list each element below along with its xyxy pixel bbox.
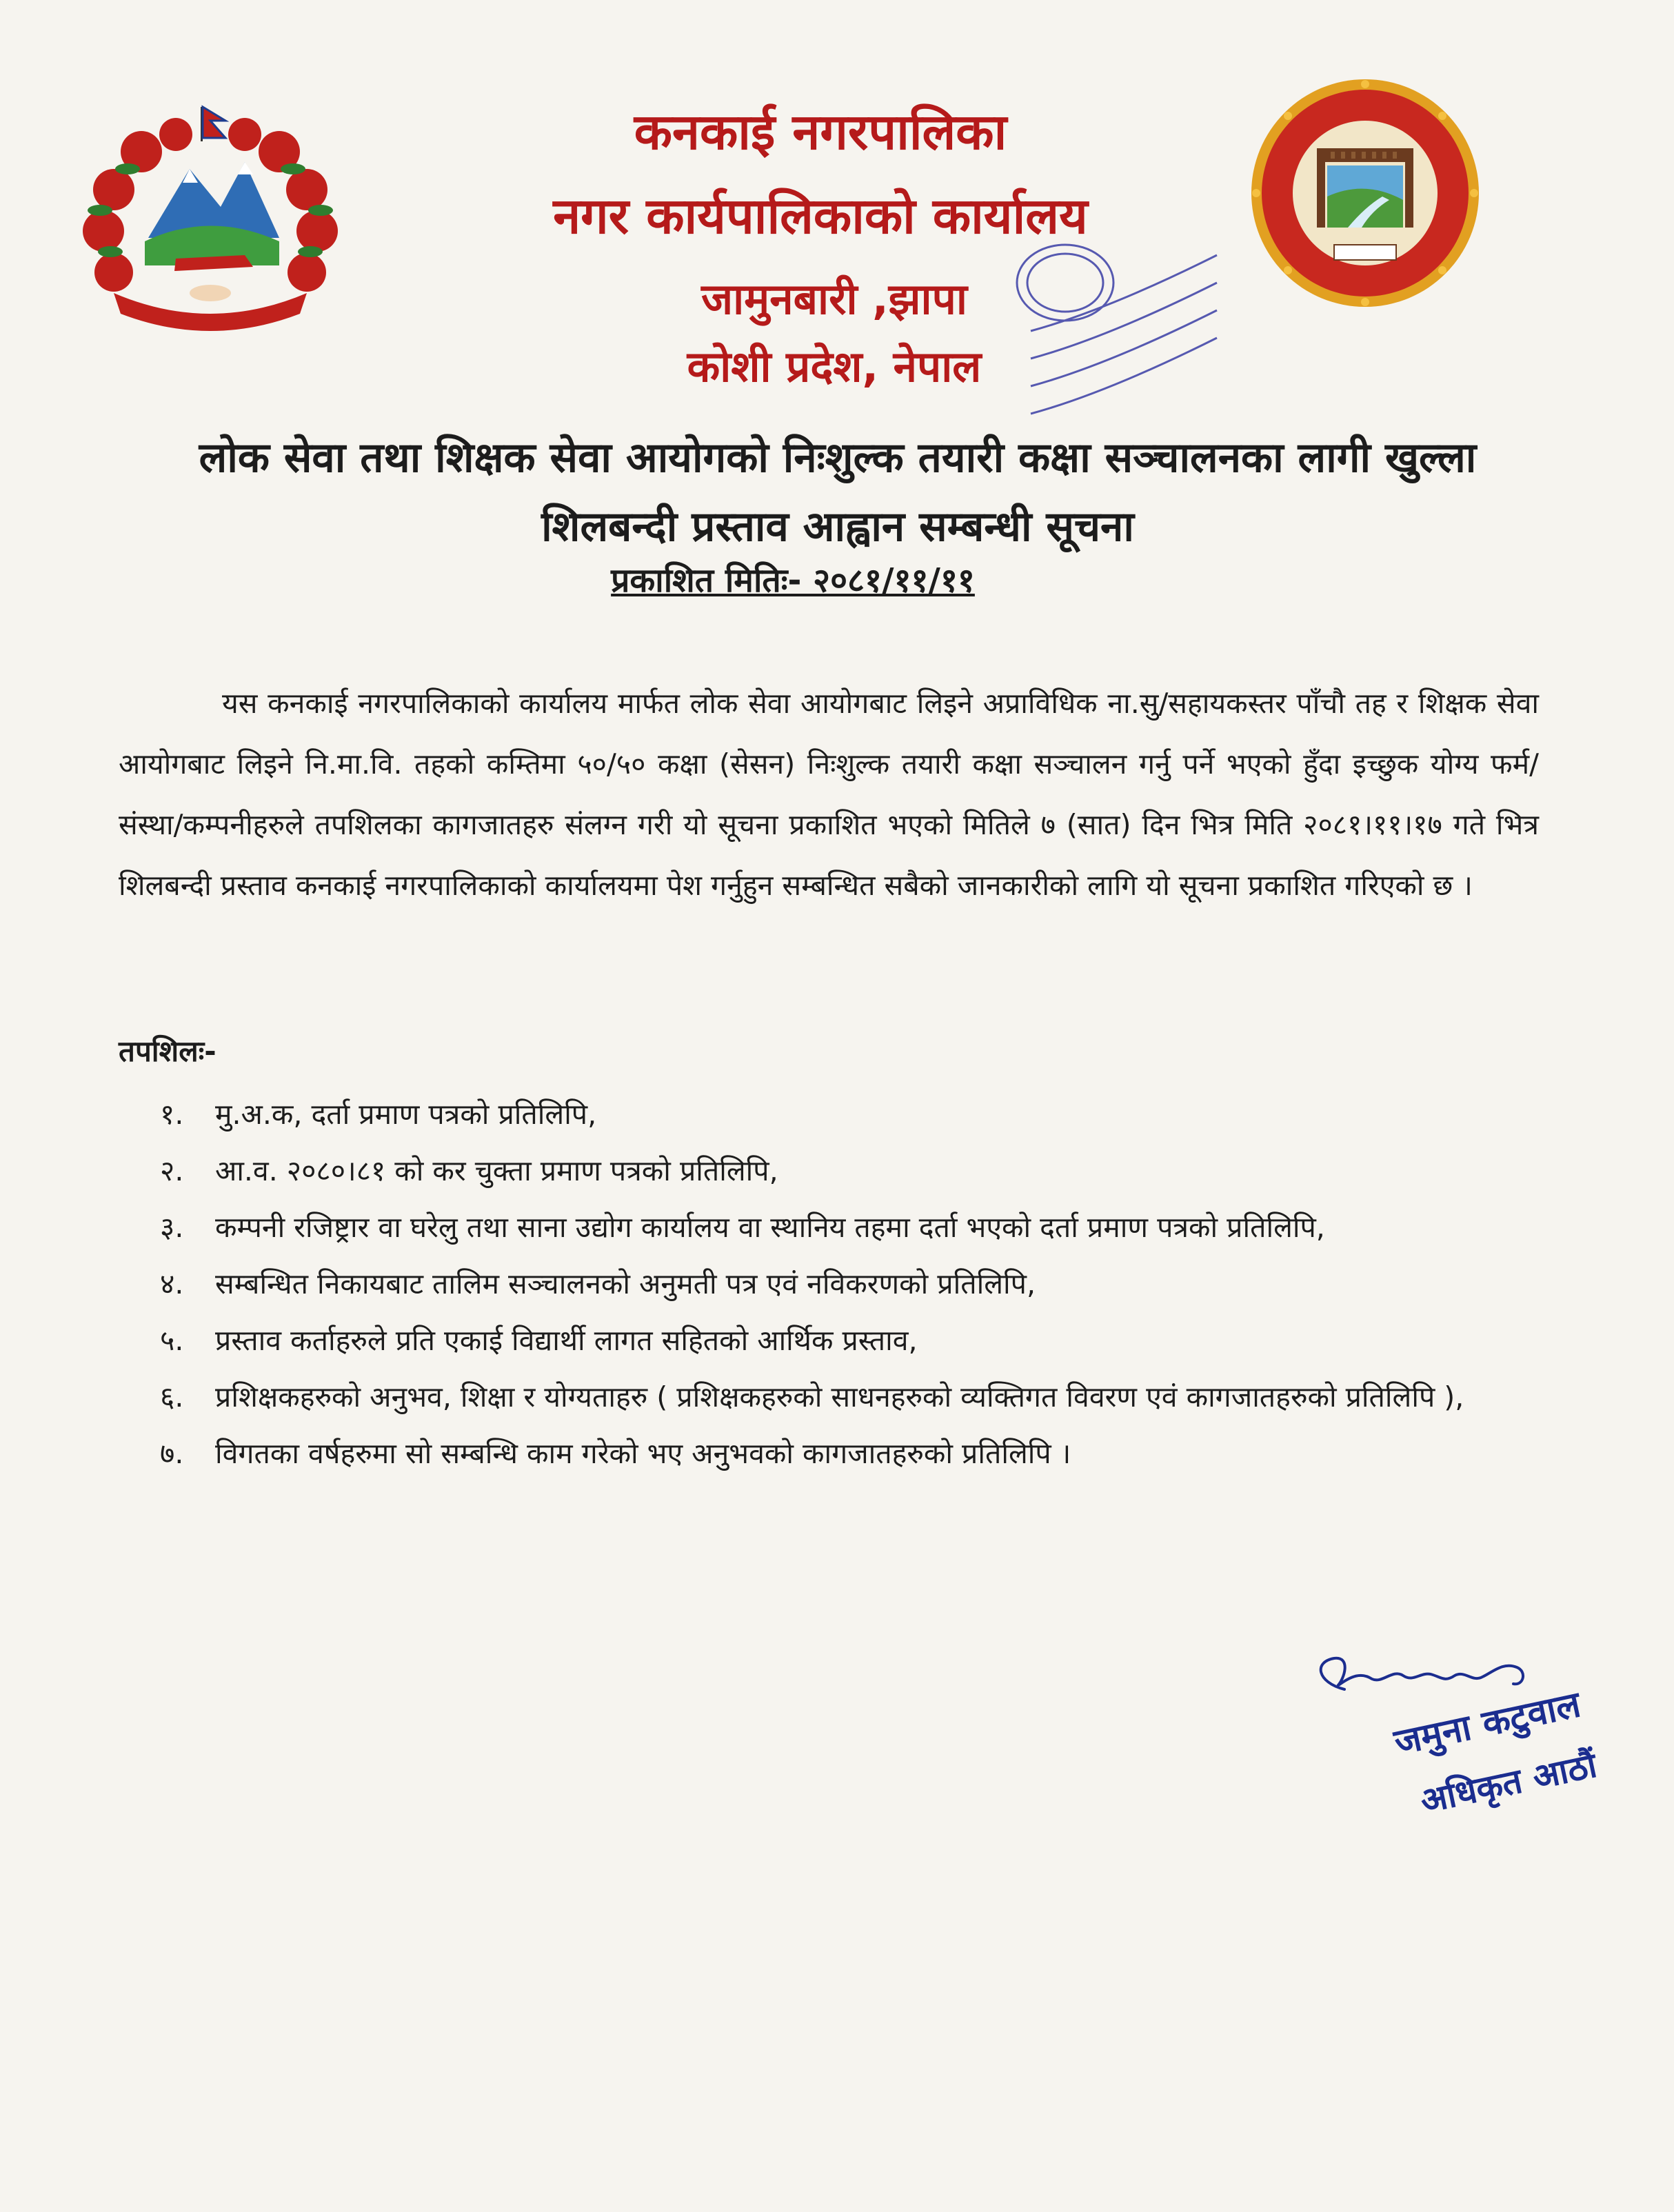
- annex-item-text: प्रस्ताव कर्ताहरुले प्रति एकाई विद्यार्थी लागत सहितको आर्थिक प्रस्ताव,: [215, 1324, 918, 1357]
- annex-item: [160, 1143, 1497, 1199]
- annex-item-number: ७.: [160, 1437, 184, 1470]
- annex-list: [160, 1086, 1497, 1482]
- office-name: नगर कार्यपालिकाको कार्यालय: [553, 187, 1088, 245]
- annex-item: [160, 1369, 1497, 1425]
- annex-item: [160, 1312, 1497, 1369]
- notice-title-line-2: शिलबन्दी प्रस्ताव आह्वान सम्बन्धी सूचना: [541, 503, 1134, 551]
- published-date: प्रकाशित मितिः- २०८१/११/११: [611, 561, 975, 600]
- annex-item-number: ४.: [160, 1267, 184, 1300]
- notice-body: यस कनकाई नगरपालिकाको कार्यालय मार्फत लोक सेवा आयोगबाट लिइने अप्राविधिक ना.सु/सहायकस्तर पाँचौ तह र शिक्षक सेवा आयोगबाट लिइने नि.मा.वि. तहको कम्तिमा ५०/५० कक्षा (सेसन) निःशुल्क तयारी कक्षा सञ्चालन गर्नु पर्ने भएको हुँदा इच्छुक योग्य फर्म/संस्था/कम्पनीहरुले तपशिलका कागजातहरु संलग्न गरी यो सूचना प्रकाशित भएको मितिले ७ (सात) दिन भित्र मिति २०८१।११।१७ गते भित्र शिलबन्दी प्रस्ताव कनकाई नगरपालिकाको कार्यालयमा पेश गर्नुहुन सम्बन्धित सबैको जानकारीको लागि यो सूचना प्रकाशित गरिएको छ ।: [119, 687, 1539, 902]
- signatory-post: अधिकृत आठौं: [1417, 1745, 1600, 1822]
- nepal-coat-of-arms-icon: [72, 86, 348, 341]
- municipality-name: कनकाई नगरपालिका: [634, 103, 1007, 161]
- annex-item-number: ३.: [160, 1211, 184, 1244]
- annex-item: [160, 1256, 1497, 1312]
- notice-title-line-1: लोक सेवा तथा शिक्षक सेवा आयोगको निःशुल्क तयारी कक्षा सञ्चालनका लागी खुल्ला: [199, 434, 1477, 482]
- signature-block: [1296, 1641, 1620, 1848]
- annex-item-text: आ.व. २०८०।८१ को कर चुक्ता प्रमाण पत्रको प्रतिलिपि,: [215, 1154, 778, 1187]
- annex-item-text: सम्बन्धित निकायबाट तालिम सञ्चालनको अनुमती पत्र एवं नविकरणको प्रतिलिपि,: [215, 1267, 1036, 1300]
- address-line-2: कोशी प्रदेश, नेपाल: [687, 341, 982, 392]
- signatory-name: जमुना कटुवाल: [1391, 1684, 1584, 1764]
- annex-item-text: विगतका वर्षहरुमा सो सम्बन्धि काम गरेको भए अनुभवको कागजातहरुको प्रतिलिपि ।: [215, 1437, 1071, 1470]
- annex-item-text: प्रशिक्षकहरुको अनुभव, शिक्षा र योग्यताहरु ( प्रशिक्षकहरुको साधनहरुको व्यक्तिगत विवरण एवं कागजातहरुको प्रतिलिपि ),: [215, 1380, 1464, 1414]
- annex-item-number: ५.: [160, 1324, 184, 1357]
- letterhead: [0, 0, 1674, 414]
- annex-item-number: ६.: [160, 1380, 184, 1414]
- annex-item-number: १.: [160, 1098, 184, 1131]
- annex-item: [160, 1425, 1497, 1482]
- kankai-municipality-logo-icon: [1244, 69, 1486, 317]
- annex-item-text: मु.अ.क, दर्ता प्रमाण पत्रको प्रतिलिपि,: [215, 1098, 597, 1131]
- address-line-1: जामुनबारी ,झापा: [701, 274, 967, 324]
- annex-item-number: २.: [160, 1154, 184, 1187]
- annex-item: [160, 1199, 1497, 1256]
- annex-item-text: कम्पनी रजिष्ट्रार वा घरेलु तथा साना उद्योग कार्यालय वा स्थानिय तहमा दर्ता भएको दर्ता प्रमाण पत्रको प्रतिलिपि,: [215, 1211, 1325, 1244]
- annex-title: तपशिलः-: [119, 1034, 216, 1068]
- office-stamp-icon: [989, 228, 1224, 434]
- annex-item: [160, 1086, 1497, 1143]
